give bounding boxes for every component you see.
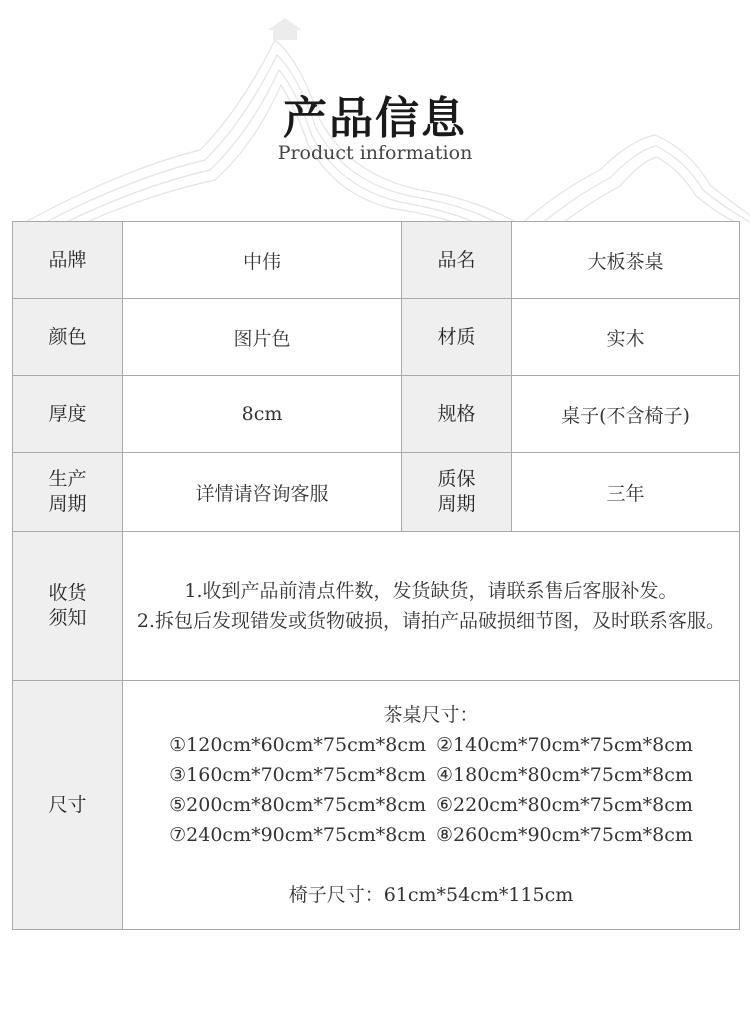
size-option: ②140cm*70cm*75cm*8cm	[436, 734, 693, 756]
table-row	[13, 453, 740, 532]
warranty-label-line1: 质保	[437, 468, 476, 490]
material-label: 材质	[402, 299, 512, 376]
product-name-label: 品名	[402, 222, 512, 299]
notice-content	[123, 532, 740, 681]
table-row	[13, 222, 740, 299]
size-label: 尺寸	[13, 681, 123, 930]
size-option: ⑦240cm*90cm*75cm*8cm	[169, 824, 426, 846]
notice-line-1: 1.收到产品前清点件数，发货缺货，请联系售后客服补发。	[184, 580, 678, 602]
size-options-row	[123, 730, 739, 760]
thickness-label: 厚度	[13, 376, 123, 453]
size-option: ①120cm*60cm*75cm*8cm	[169, 734, 426, 756]
page-title: 产品信息	[283, 93, 467, 144]
page-subtitle: Product information	[277, 142, 473, 164]
brand-value: 中伟	[123, 222, 402, 299]
production-cycle-label-line1: 生产	[48, 468, 87, 490]
notice-line-2: 2.拆包后发现错发或货物破损，请拍产品破损细节图，及时联系客服。	[136, 610, 726, 632]
table-row	[13, 299, 740, 376]
size-option: ⑥220cm*80cm*75cm*8cm	[436, 794, 693, 816]
brand-label: 品牌	[13, 222, 123, 299]
notice-label-line1: 收货	[48, 582, 87, 604]
product-name-value: 大板茶桌	[512, 222, 740, 299]
color-label: 颜色	[13, 299, 123, 376]
chair-size: 椅子尺寸：61cm*54cm*115cm	[288, 884, 574, 906]
size-option: ⑧260cm*90cm*75cm*8cm	[436, 824, 693, 846]
size-option: ⑤200cm*80cm*75cm*8cm	[169, 794, 426, 816]
size-option: ④180cm*80cm*75cm*8cm	[436, 764, 693, 786]
notice-label-line2: 须知	[48, 607, 87, 629]
warranty-label-line2: 周期	[437, 493, 476, 515]
size-options-row	[123, 790, 739, 820]
size-option: ③160cm*70cm*75cm*8cm	[169, 764, 426, 786]
size-content	[123, 681, 740, 930]
size-options-row	[123, 760, 739, 790]
production-cycle-label	[13, 453, 123, 532]
production-cycle-label-line2: 周期	[48, 493, 87, 515]
table-size-heading: 茶桌尺寸：	[383, 704, 479, 726]
warranty-value: 三年	[512, 453, 740, 532]
warranty-label	[402, 453, 512, 532]
spec-label: 规格	[402, 376, 512, 453]
material-value: 实木	[512, 299, 740, 376]
table-row	[13, 376, 740, 453]
spacer	[123, 850, 739, 880]
color-value: 图片色	[123, 299, 402, 376]
production-cycle-value: 详情请咨询客服	[123, 453, 402, 532]
table-row	[13, 532, 740, 681]
table-row	[13, 681, 740, 930]
product-info-table	[12, 221, 740, 930]
notice-label	[13, 532, 123, 681]
size-options-row	[123, 820, 739, 850]
thickness-value: 8cm	[123, 376, 402, 453]
spec-value: 桌子(不含椅子)	[512, 376, 740, 453]
